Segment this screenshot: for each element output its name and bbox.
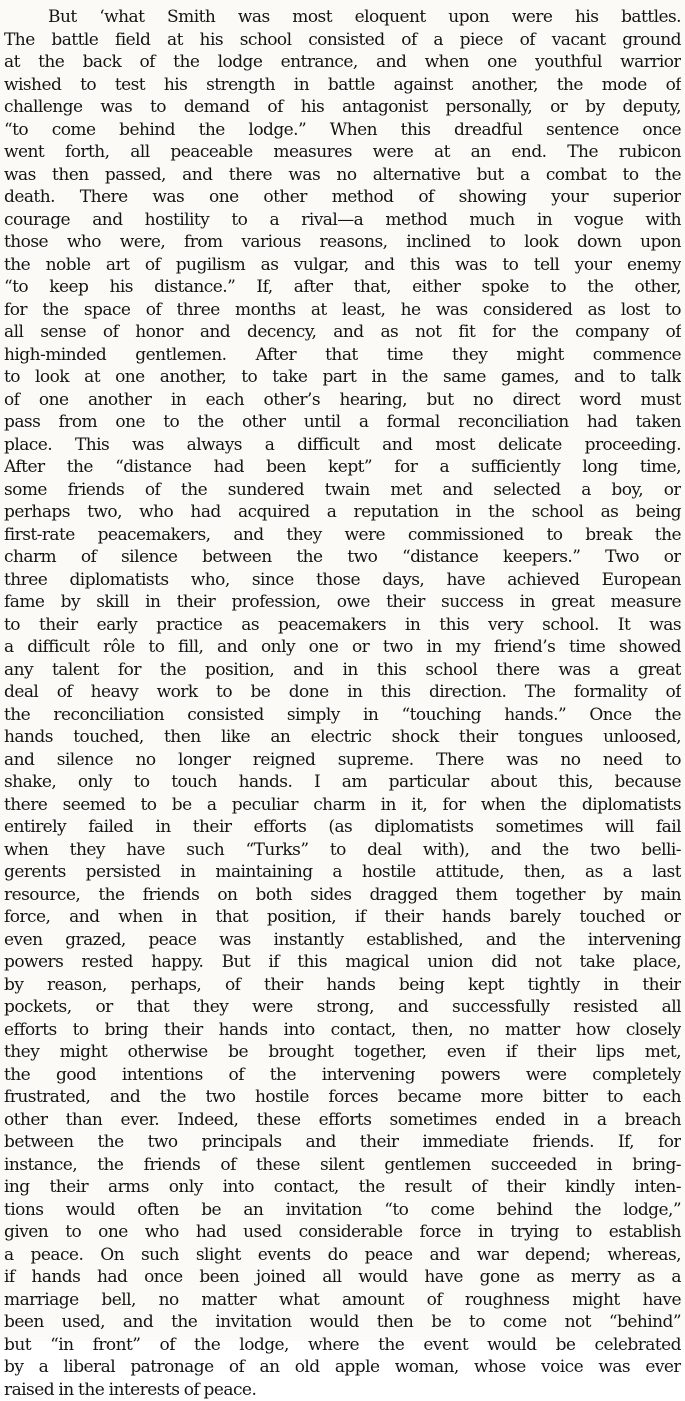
- text-line: they might otherwise be brought together, even if their lips met,: [4, 1041, 681, 1064]
- text-line: a peace. On such slight events do peace and war depend; whereas,: [4, 1244, 681, 1267]
- text-line: was then passed, and there was no alternative but a combat to the: [4, 164, 681, 187]
- text-line: After the “distance had been kept” for a sufficiently long time,: [4, 456, 681, 479]
- text-line: entirely failed in their efforts (as diplomatists sometimes will fail: [4, 816, 681, 839]
- text-line: the good intentions of the intervening powers were completely: [4, 1064, 681, 1087]
- text-line: three diplomatists who, since those days, have achieved European: [4, 569, 681, 592]
- text-line: other than ever. Indeed, these efforts sometimes ended in a breach: [4, 1109, 681, 1132]
- text-line: place. This was always a difficult and most delicate proceeding.: [4, 434, 681, 457]
- text-line: for the space of three months at least, he was considered as lost to: [4, 299, 681, 322]
- text-line: been used, and the invitation would then be to come not “behind”: [4, 1311, 681, 1334]
- text-line: challenge was to demand of his antagonist personally, or by deputy,: [4, 96, 681, 119]
- text-line: tions would often be an invitation “to come behind the lodge,”: [4, 1199, 681, 1222]
- text-line: at the back of the lodge entrance, and when one youthful warrior: [4, 51, 681, 74]
- text-line: instance, the friends of these silent gentlemen succeeded in bring-: [4, 1154, 681, 1177]
- text-line: of one another in each other’s hearing, but no direct word must: [4, 389, 681, 412]
- text-line: force, and when in that position, if their hands barely touched or: [4, 906, 681, 929]
- text-line: gerents persisted in maintaining a hostile attitude, then, as a last: [4, 861, 681, 884]
- text-line: But ‘what Smith was most eloquent upon were his battles.: [4, 6, 681, 29]
- text-line: perhaps two, who had acquired a reputation in the school as being: [4, 501, 681, 524]
- text-line: powers rested happy. But if this magical union did not take place,: [4, 951, 681, 974]
- text-line: deal of heavy work to be done in this direction. The formality of: [4, 681, 681, 704]
- text-line: raised in the interests of peace.: [4, 1379, 681, 1401]
- text-line: hands touched, then like an electric shock their tongues unloosed,: [4, 726, 681, 749]
- text-line: but “in front” of the lodge, where the event would be celebrated: [4, 1334, 681, 1357]
- text-line: marriage bell, no matter what amount of roughness might have: [4, 1289, 681, 1312]
- text-line: frustrated, and the two hostile forces became more bitter to each: [4, 1086, 681, 1109]
- article-column: [4, 6, 681, 1401]
- text-line: The battle field at his school consisted of a piece of vacant ground: [4, 29, 681, 52]
- text-line: if hands had once been joined all would have gone as merry as a: [4, 1266, 681, 1289]
- text-line: those who were, from various reasons, inclined to look down upon: [4, 231, 681, 254]
- text-line: even grazed, peace was instantly established, and the intervening: [4, 929, 681, 952]
- text-line: “to come behind the lodge.” When this dreadful sentence once: [4, 119, 681, 142]
- text-line: charm of silence between the two “distance keepers.” Two or: [4, 546, 681, 569]
- text-line: to look at one another, to take part in the same games, and to talk: [4, 366, 681, 389]
- text-line: when they have such “Turks” to deal with), and the two belli-: [4, 839, 681, 862]
- text-line: pockets, or that they were strong, and successfully resisted all: [4, 996, 681, 1019]
- text-line: courage and hostility to a rival—a method much in vogue with: [4, 209, 681, 232]
- text-line: a difficult rôle to fill, and only one or two in my friend’s time showed: [4, 636, 681, 659]
- text-line: efforts to bring their hands into contact, then, no matter how closely: [4, 1019, 681, 1042]
- text-line: went forth, all peaceable measures were at an end. The rubicon: [4, 141, 681, 164]
- text-line: shake, only to touch hands. I am particular about this, because: [4, 771, 681, 794]
- text-line: ing their arms only into contact, the result of their kindly inten-: [4, 1176, 681, 1199]
- text-line: all sense of honor and decency, and as not fit for the company of: [4, 321, 681, 344]
- text-line: some friends of the sundered twain met and selected a boy, or: [4, 479, 681, 502]
- text-line: the noble art of pugilism as vulgar, and this was to tell your enemy: [4, 254, 681, 277]
- text-line: between the two principals and their immediate friends. If, for: [4, 1131, 681, 1154]
- text-line: by a liberal patronage of an old apple woman, whose voice was ever: [4, 1356, 681, 1379]
- text-line: the reconciliation consisted simply in “touching hands.” Once the: [4, 704, 681, 727]
- text-line: any talent for the position, and in this school there was a great: [4, 659, 681, 682]
- text-line: pass from one to the other until a formal reconciliation had taken: [4, 411, 681, 434]
- text-line: fame by skill in their profession, owe their success in great measure: [4, 591, 681, 614]
- text-line: resource, the friends on both sides dragged them together by main: [4, 884, 681, 907]
- text-line: high-minded gentlemen. After that time they might commence: [4, 344, 681, 367]
- text-line: to their early practice as peacemakers in this very school. It was: [4, 614, 681, 637]
- text-line: by reason, perhaps, of their hands being kept tightly in their: [4, 974, 681, 997]
- text-line: given to one who had used considerable force in trying to establish: [4, 1221, 681, 1244]
- text-line: and silence no longer reigned supreme. There was no need to: [4, 749, 681, 772]
- text-line: first-rate peacemakers, and they were commissioned to break the: [4, 524, 681, 547]
- text-line: death. There was one other method of showing your superior: [4, 186, 681, 209]
- text-line: “to keep his distance.” If, after that, either spoke to the other,: [4, 276, 681, 299]
- text-line: wished to test his strength in battle against another, the mode of: [4, 74, 681, 97]
- text-line: there seemed to be a peculiar charm in it, for when the diplomatists: [4, 794, 681, 817]
